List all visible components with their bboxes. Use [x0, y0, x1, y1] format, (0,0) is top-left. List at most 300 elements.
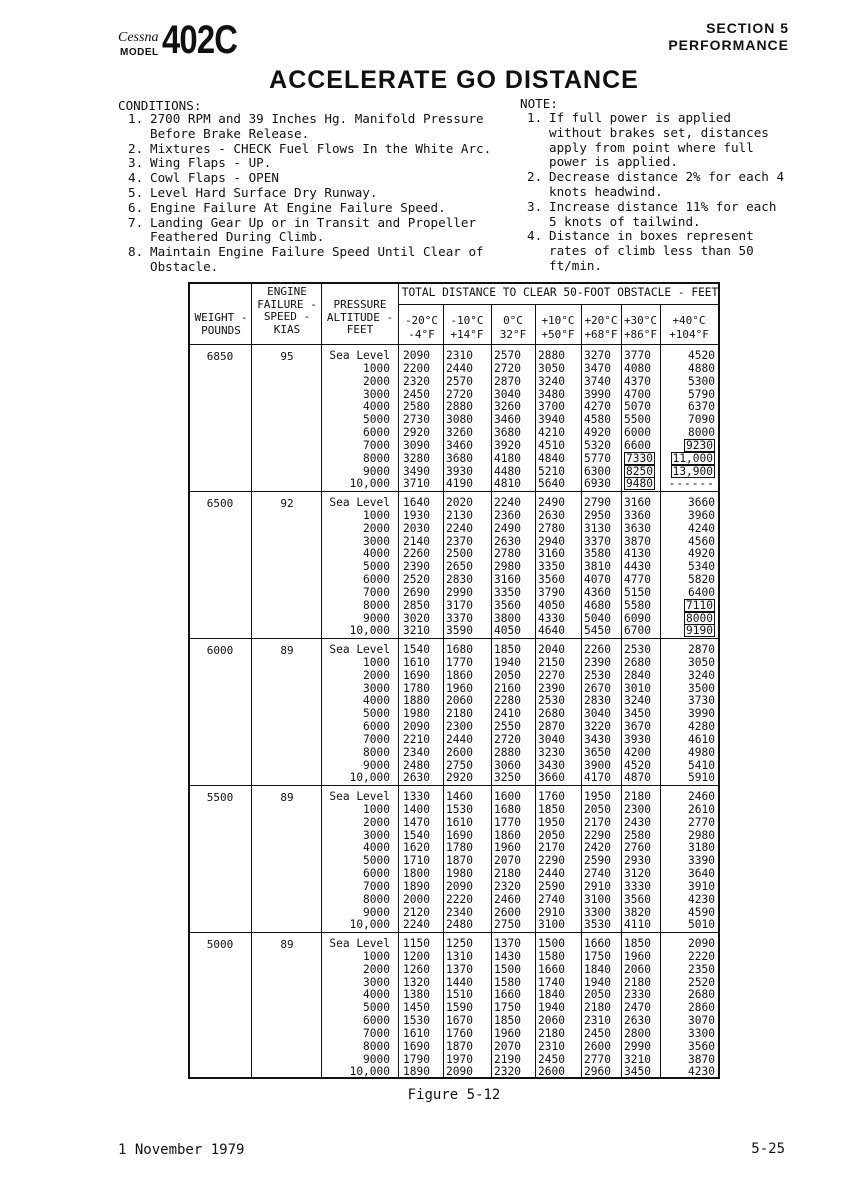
distance-value: 2680	[688, 988, 715, 1002]
altitude-cell: 8000	[363, 892, 390, 906]
distance-value: 3280	[403, 451, 430, 465]
distance-value: 2520	[403, 573, 430, 587]
distance-value: 3790	[538, 585, 565, 599]
altitude-cell: 4000	[363, 400, 390, 414]
distance-value: 1660	[494, 988, 521, 1002]
distance-cell	[663, 919, 715, 932]
distance-value: 1610	[446, 815, 473, 829]
altitude-cell: 6000	[363, 1014, 390, 1028]
distance-value: 2070	[494, 854, 521, 868]
distance-column	[663, 791, 715, 932]
distance-column	[403, 938, 440, 1079]
note-item	[527, 170, 789, 200]
altitude-cell: Sea Level	[329, 496, 390, 509]
temperature-header	[535, 314, 581, 342]
weight-cell: 5000	[206, 938, 234, 951]
temperature-f: +50°F	[541, 328, 575, 341]
distance-cell	[538, 919, 578, 932]
distance-value: 4920	[688, 547, 715, 561]
distance-value: 6300	[584, 464, 611, 478]
distance-value: 7330	[626, 451, 653, 465]
distance-value: 3480	[538, 387, 565, 401]
distance-value: 8000	[688, 426, 715, 440]
distance-value: 3490	[403, 464, 430, 478]
distance-value: 1850	[538, 802, 565, 816]
weight-header-line: WEIGHT -	[194, 311, 248, 324]
distance-value: 4640	[538, 624, 565, 638]
distance-value: 2070	[494, 1039, 521, 1053]
temperature-header	[660, 314, 718, 342]
altitude-cell: 8000	[363, 451, 390, 465]
distance-value: 3100	[584, 892, 611, 906]
distance-value: 1980	[403, 707, 430, 721]
temperature-header	[400, 314, 443, 342]
distance-value: 4480	[494, 464, 521, 478]
distance-value: 3940	[538, 413, 565, 427]
distance-value: 2850	[403, 598, 430, 612]
distance-value: 1760	[446, 1026, 473, 1040]
distance-cell	[446, 478, 488, 491]
distance-value: 2990	[624, 1039, 651, 1053]
distance-column	[403, 644, 440, 785]
altitude-cell: 1000	[363, 949, 390, 963]
distance-value: 4840	[538, 451, 565, 465]
condition-item-number: 3.	[128, 155, 144, 171]
distance-value: 1870	[446, 854, 473, 868]
distance-value: 4200	[624, 745, 651, 759]
distance-value: 1530	[403, 1014, 430, 1028]
grid-line	[491, 304, 492, 1077]
distance-value: 4330	[538, 611, 565, 625]
speed-cell: 89	[280, 938, 294, 951]
altitude-cell: 4000	[363, 694, 390, 708]
distance-value: 2550	[494, 720, 521, 734]
cessna-logo: Cessna	[118, 30, 159, 45]
distance-cell	[403, 625, 440, 638]
distance-value: 5150	[624, 585, 651, 599]
distance-value: 5410	[688, 758, 715, 772]
distance-value: 1610	[403, 655, 430, 669]
conditions-list	[128, 112, 500, 275]
altitude-cell: 10,000	[349, 624, 390, 638]
distance-cell	[624, 625, 657, 638]
distance-value: 2480	[403, 758, 430, 772]
distance-value: 1940	[494, 655, 521, 669]
distance-value: 5300	[688, 374, 715, 388]
distance-value: 3660	[688, 496, 715, 509]
weight-cell: 6000	[206, 644, 234, 657]
condition-item-number: 8.	[128, 244, 144, 260]
distance-value: 3170	[446, 598, 473, 612]
distance-value: 2300	[446, 720, 473, 734]
distance-value: 1530	[446, 802, 473, 816]
distance-value: 2600	[538, 1065, 565, 1079]
distance-column	[584, 497, 618, 638]
distance-value: 1860	[446, 668, 473, 682]
distance-column	[584, 350, 618, 491]
note-item	[527, 111, 789, 170]
distance-value: 4170	[584, 771, 611, 785]
condition-item-text: Landing Gear Up or in Transit and Propeller Feathered During Climb.	[150, 214, 477, 245]
distance-value: 3560	[688, 1039, 715, 1053]
distance-value: 3090	[403, 438, 430, 452]
distance-cell	[624, 919, 657, 932]
distance-cell	[494, 772, 532, 785]
distance-value: 1510	[446, 988, 473, 1002]
distance-value: 9190	[686, 624, 713, 638]
page-title: ACCELERATE GO DISTANCE	[269, 66, 639, 94]
distance-value: 1800	[403, 867, 430, 881]
distance-value: 2780	[538, 521, 565, 535]
distance-value: 3870	[624, 534, 651, 548]
distance-value: 3740	[584, 374, 611, 388]
grid-line	[398, 284, 399, 1077]
distance-value: 2730	[403, 413, 430, 427]
temperature-c: +10°C	[541, 314, 575, 327]
distance-value: 2210	[403, 732, 430, 746]
distance-cell	[446, 625, 488, 638]
distance-column	[624, 644, 657, 785]
distance-value: 3460	[494, 413, 521, 427]
speed-cell: 92	[280, 497, 294, 510]
distance-value: 5910	[688, 771, 715, 785]
altitude-cell: 7000	[363, 438, 390, 452]
altitude-cell: 3000	[363, 387, 390, 401]
distance-column	[624, 938, 657, 1079]
distance-value: 2440	[446, 361, 473, 375]
distance-value: 2590	[584, 854, 611, 868]
distance-value: 1710	[403, 854, 430, 868]
distance-value: 1370	[446, 962, 473, 976]
distance-column	[538, 791, 578, 932]
weight-cell: 5500	[206, 791, 234, 804]
altitude-cell: 1000	[363, 802, 390, 816]
distance-value: 3070	[688, 1014, 715, 1028]
condition-item	[128, 171, 500, 186]
altitude-cell: 9000	[363, 1052, 390, 1066]
altitude-cell: 2000	[363, 521, 390, 535]
condition-item	[128, 186, 500, 201]
distance-value: 2450	[584, 1026, 611, 1040]
distance-column	[494, 644, 532, 785]
distance-value: 2920	[446, 771, 473, 785]
distance-value: 4560	[688, 534, 715, 548]
note-item-number: 1.	[527, 110, 543, 125]
distance-value: 3730	[688, 694, 715, 708]
distance-value: 2430	[624, 815, 651, 829]
distance-value: 4610	[688, 732, 715, 746]
distance-value: 2750	[494, 918, 521, 932]
distance-value: 3350	[538, 560, 565, 574]
distance-value: 2240	[494, 496, 521, 509]
distance-value: 2220	[688, 949, 715, 963]
distance-value: 3240	[538, 374, 565, 388]
distance-value: 3900	[584, 758, 611, 772]
distance-value: 4080	[624, 361, 651, 375]
note-item-text: Distance in boxes represent rates of climb less than 50 ft/min.	[549, 228, 754, 273]
distance-value: 6090	[624, 611, 651, 625]
distance-column	[494, 938, 532, 1079]
grid-line	[190, 344, 718, 345]
distance-value: 2570	[494, 349, 521, 362]
distance-column	[403, 350, 440, 491]
distance-value: 2530	[538, 694, 565, 708]
distance-value: 3930	[446, 464, 473, 478]
distance-value: 3460	[446, 438, 473, 452]
distance-value: 2390	[538, 681, 565, 695]
distance-cell	[624, 440, 657, 453]
note-item-text: Increase distance 11% for each 5 knots of tailwind.	[549, 198, 777, 229]
distance-value: 3500	[688, 681, 715, 695]
altitude-cell: 1000	[363, 508, 390, 522]
model-word: MODEL	[120, 47, 159, 58]
grid-line	[321, 284, 322, 1077]
distance-value: 3350	[494, 585, 521, 599]
distance-value: 1930	[403, 508, 430, 522]
distance-value: 3010	[624, 681, 651, 695]
altitude-cell: 7000	[363, 1026, 390, 1040]
note-item-number: 3.	[527, 198, 543, 214]
distance-value: 1680	[446, 643, 473, 656]
distance-value: 3800	[494, 611, 521, 625]
altitude-cell: Sea Level	[329, 790, 390, 803]
notes-list	[527, 111, 789, 274]
distance-value: 4510	[538, 438, 565, 452]
altitude-cell: 4000	[363, 841, 390, 855]
distance-value: 3270	[584, 349, 611, 362]
distance-column	[624, 791, 657, 932]
distance-value: 3810	[584, 560, 611, 574]
distance-value: 3700	[538, 400, 565, 414]
distance-value: 3390	[688, 854, 715, 868]
altitude-cell: 2000	[363, 668, 390, 682]
speed-cell: 89	[280, 644, 294, 657]
distance-value: 3710	[403, 477, 430, 491]
distance-value: 3430	[584, 732, 611, 746]
temperature-f: 32°F	[499, 328, 527, 341]
distance-value: 2260	[403, 547, 430, 561]
altitude-cell: 6000	[363, 720, 390, 734]
distance-value: 2530	[624, 643, 651, 656]
distance-cell	[663, 587, 715, 600]
distance-value: 5340	[688, 560, 715, 574]
distance-value: 1960	[494, 1026, 521, 1040]
distance-value: 1610	[403, 1026, 430, 1040]
distance-value: 4770	[624, 573, 651, 587]
distance-column	[446, 938, 488, 1079]
temperature-c: 0°C	[503, 314, 523, 327]
distance-value: 2880	[494, 745, 521, 759]
distance-value: 5500	[624, 413, 651, 427]
distance-value: 2370	[446, 534, 473, 548]
distance-value: 2190	[494, 1052, 521, 1066]
condition-item-number: 4.	[128, 170, 144, 186]
distance-value: 2170	[584, 815, 611, 829]
accelerate-go-table	[188, 282, 720, 1079]
distance-value: 3300	[584, 905, 611, 919]
distance-value: 2980	[494, 560, 521, 574]
distance-value: 4240	[688, 521, 715, 535]
distance-header: TOTAL DISTANCE TO CLEAR 50-FOOT OBSTACLE - FEET	[401, 286, 719, 299]
distance-value: 2220	[446, 892, 473, 906]
distance-value: 2460	[688, 790, 715, 803]
distance-column	[663, 497, 715, 638]
distance-value: 2490	[494, 521, 521, 535]
distance-value: 3050	[538, 361, 565, 375]
distance-value: 3580	[584, 547, 611, 561]
distance-value: 1750	[584, 949, 611, 963]
distance-value: 1890	[403, 1065, 430, 1079]
distance-value: 3470	[584, 361, 611, 375]
distance-value: 2720	[494, 732, 521, 746]
altitude-column	[323, 350, 390, 491]
distance-value: 6000	[624, 426, 651, 440]
distance-value: 2360	[494, 508, 521, 522]
condition-item-number: 5.	[128, 184, 144, 200]
distance-cell	[663, 453, 715, 466]
condition-item-number: 7.	[128, 214, 144, 230]
distance-value: 3080	[446, 413, 473, 427]
distance-value: 1750	[494, 1001, 521, 1015]
distance-value: 2290	[584, 828, 611, 842]
temperature-header	[621, 314, 660, 342]
distance-value: 2960	[584, 1065, 611, 1079]
note-item-text: If full power is applied without brakes set, distances apply from point where full power is applied.	[549, 110, 769, 170]
weight-cell: 6500	[206, 497, 234, 510]
distance-column	[446, 350, 488, 491]
distance-value: 2030	[403, 521, 430, 535]
distance-cell	[584, 919, 618, 932]
section-title: PERFORMANCE	[668, 37, 789, 53]
distance-value: 2060	[446, 694, 473, 708]
distance-value: 2920	[403, 426, 430, 440]
distance-value: 3060	[494, 758, 521, 772]
altitude-cell: 6000	[363, 573, 390, 587]
speed-header	[252, 286, 322, 336]
altitude-column	[323, 791, 390, 932]
distance-value: ------	[668, 477, 715, 491]
distance-value: 3560	[624, 892, 651, 906]
distance-value: 3930	[624, 732, 651, 746]
distance-value: 2090	[403, 720, 430, 734]
altitude-cell: 4000	[363, 988, 390, 1002]
distance-value: 4520	[688, 349, 715, 362]
altitude-header-line: PRESSURE	[333, 298, 387, 311]
condition-item-number: 6.	[128, 199, 144, 215]
model-number: 402C	[162, 18, 238, 62]
distance-value: 2860	[688, 1001, 715, 1015]
distance-value: 2830	[446, 573, 473, 587]
distance-value: 3040	[538, 732, 565, 746]
distance-value: 1200	[403, 949, 430, 963]
distance-value: 1660	[538, 962, 565, 976]
distance-value: 3430	[538, 758, 565, 772]
distance-value: 1780	[446, 841, 473, 855]
distance-value: 9480	[626, 477, 653, 491]
distance-value: 8250	[626, 464, 653, 478]
distance-value: 2750	[446, 758, 473, 772]
distance-value: 11,000	[672, 451, 713, 465]
speed-header-line: ENGINE	[267, 285, 307, 298]
altitude-cell: 8000	[363, 1039, 390, 1053]
distance-cell	[624, 478, 657, 491]
distance-value: 1950	[538, 815, 565, 829]
distance-cell	[663, 440, 715, 453]
altitude-cell: 3000	[363, 975, 390, 989]
temperature-header	[491, 314, 535, 342]
distance-value: 4590	[688, 905, 715, 919]
distance-value: 1850	[494, 643, 521, 656]
distance-value: 1440	[446, 975, 473, 989]
distance-value: 2880	[538, 349, 565, 362]
distance-value: 3050	[688, 655, 715, 669]
distance-value: 1770	[446, 655, 473, 669]
page-number: 5-25	[751, 1141, 785, 1157]
distance-cell	[663, 625, 715, 638]
distance-value: 2270	[538, 668, 565, 682]
distance-value: 2090	[403, 349, 430, 362]
distance-cell	[446, 919, 488, 932]
distance-column	[446, 791, 488, 932]
condition-item-text: Cowl Flaps - OPEN	[150, 170, 279, 186]
altitude-cell: 2000	[363, 962, 390, 976]
distance-value: 5450	[584, 624, 611, 638]
distance-cell	[446, 772, 488, 785]
distance-value: 2930	[624, 854, 651, 868]
distance-value: 4050	[494, 624, 521, 638]
distance-value: 2440	[446, 732, 473, 746]
temperature-header	[443, 314, 491, 342]
distance-value: 1690	[403, 1039, 430, 1053]
distance-column	[446, 644, 488, 785]
altitude-cell: 6000	[363, 426, 390, 440]
distance-value: 2310	[584, 1014, 611, 1028]
distance-value: 2390	[584, 655, 611, 669]
altitude-cell: 7000	[363, 879, 390, 893]
distance-value: 1890	[403, 879, 430, 893]
distance-value: 2690	[403, 585, 430, 599]
altitude-cell: 5000	[363, 707, 390, 721]
distance-value: 2770	[584, 1052, 611, 1066]
distance-cell	[663, 427, 715, 440]
speed-cell: 89	[280, 791, 294, 804]
speed-header-line: KIAS	[273, 322, 301, 336]
distance-value: 2630	[624, 1014, 651, 1028]
altitude-cell: 2000	[363, 374, 390, 388]
condition-item-text: Engine Failure At Engine Failure Speed.	[150, 199, 446, 215]
distance-value: 2090	[446, 879, 473, 893]
altitude-cell: 9000	[363, 758, 390, 772]
distance-value: 1840	[538, 988, 565, 1002]
distance-value: 1680	[494, 802, 521, 816]
distance-value: 3990	[688, 707, 715, 721]
distance-value: 4680	[584, 598, 611, 612]
distance-value: 2340	[446, 905, 473, 919]
distance-value: 1460	[446, 790, 473, 803]
distance-column	[538, 644, 578, 785]
distance-value: 1450	[403, 1001, 430, 1015]
distance-value: 3640	[688, 867, 715, 881]
distance-value: 2060	[624, 962, 651, 976]
temperature-f: +14°F	[450, 328, 484, 341]
distance-value: 4870	[624, 771, 651, 785]
distance-value: 2180	[446, 707, 473, 721]
distance-cell	[584, 625, 618, 638]
speed-header-line: FAILURE -	[257, 297, 317, 311]
altitude-cell: 3000	[363, 534, 390, 548]
distance-value: 2310	[446, 349, 473, 362]
distance-value: 1260	[403, 962, 430, 976]
